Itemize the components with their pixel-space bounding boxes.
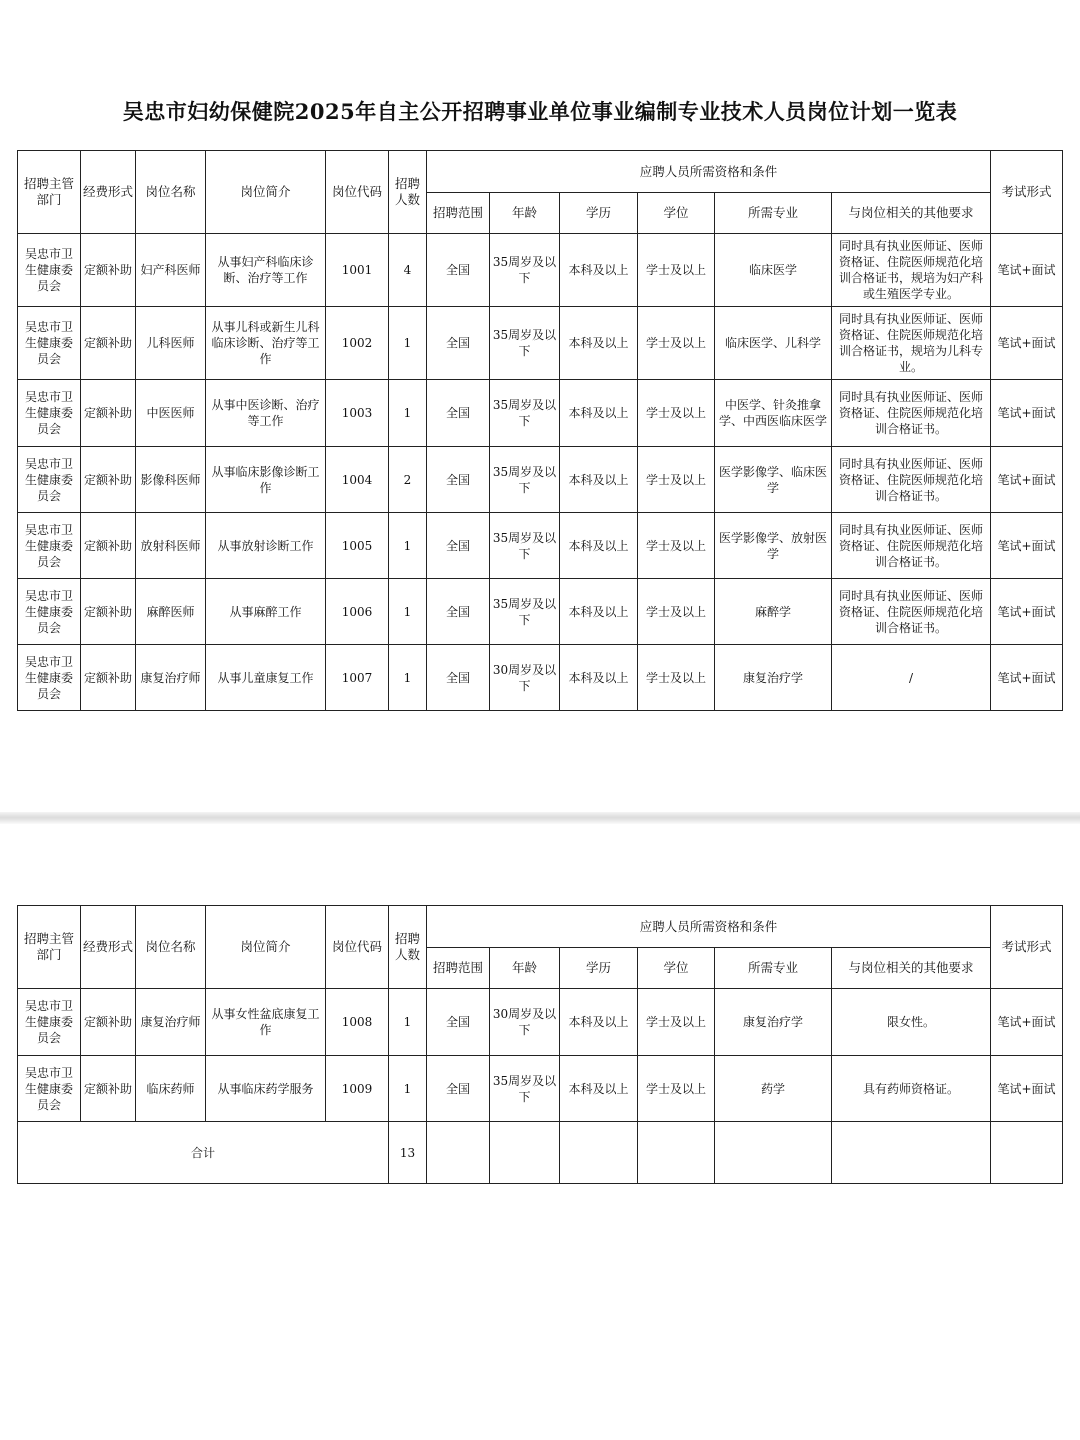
header-code: 岗位代码 (326, 151, 389, 234)
cell-position: 影像科医师 (136, 447, 206, 513)
table-row (18, 645, 1063, 711)
cell-scope: 全国 (427, 989, 490, 1056)
cell-position: 康复治疗师 (136, 989, 206, 1056)
cell-age: 35周岁及以下 (490, 380, 560, 447)
total-label: 合计 (18, 1122, 389, 1184)
cell-other: 具有药师资格证。 (832, 1056, 991, 1122)
cell-dept: 吴忠市卫生健康委员会 (18, 579, 81, 645)
cell-exam: 笔试+面试 (991, 579, 1063, 645)
cell-degree: 学士及以上 (638, 447, 715, 513)
cell-age: 35周岁及以下 (490, 447, 560, 513)
cell-dept: 吴忠市卫生健康委员会 (18, 447, 81, 513)
cell-code: 1009 (326, 1056, 389, 1122)
cell-funding: 定额补助 (81, 380, 136, 447)
header-exam: 考试形式 (991, 151, 1063, 234)
cell-funding: 定额补助 (81, 447, 136, 513)
header-exam: 考试形式 (991, 906, 1063, 989)
cell-position: 妇产科医师 (136, 234, 206, 307)
cell-education: 本科及以上 (560, 645, 638, 711)
header-code: 岗位代码 (326, 906, 389, 989)
cell-scope: 全国 (427, 645, 490, 711)
cell-exam: 笔试+面试 (991, 380, 1063, 447)
header-other: 与岗位相关的其他要求 (832, 193, 991, 234)
empty-cell (560, 1122, 638, 1184)
header-funding: 经费形式 (81, 906, 136, 989)
cell-other: / (832, 645, 991, 711)
cell-intro: 从事中医诊断、治疗等工作 (206, 380, 326, 447)
cell-education: 本科及以上 (560, 1056, 638, 1122)
empty-cell (490, 1122, 560, 1184)
header-degree: 学位 (638, 193, 715, 234)
cell-education: 本科及以上 (560, 380, 638, 447)
cell-funding: 定额补助 (81, 579, 136, 645)
recruitment-table-page-1 (17, 150, 1063, 711)
cell-age: 35周岁及以下 (490, 234, 560, 307)
header-dept: 招聘主管部门 (18, 906, 81, 989)
cell-count: 1 (389, 1056, 427, 1122)
cell-exam: 笔试+面试 (991, 513, 1063, 579)
header-education: 学历 (560, 948, 638, 989)
cell-exam: 笔试+面试 (991, 234, 1063, 307)
table-row (18, 307, 1063, 380)
cell-count: 1 (389, 989, 427, 1056)
cell-other: 同时具有执业医师证、医师资格证、住院医师规范化培训合格证书。 (832, 579, 991, 645)
cell-intro: 从事女性盆底康复工作 (206, 989, 326, 1056)
cell-age: 35周岁及以下 (490, 579, 560, 645)
total-count: 13 (389, 1122, 427, 1184)
cell-scope: 全国 (427, 513, 490, 579)
cell-code: 1005 (326, 513, 389, 579)
cell-position: 康复治疗师 (136, 645, 206, 711)
cell-intro: 从事妇产科临床诊断、治疗等工作 (206, 234, 326, 307)
cell-count: 1 (389, 307, 427, 380)
cell-degree: 学士及以上 (638, 645, 715, 711)
cell-dept: 吴忠市卫生健康委员会 (18, 1056, 81, 1122)
page-break-divider (0, 812, 1080, 824)
header-conditions-group: 应聘人员所需资格和条件 (427, 906, 991, 948)
table-row (18, 989, 1063, 1056)
cell-exam: 笔试+面试 (991, 645, 1063, 711)
table-row (18, 447, 1063, 513)
cell-exam: 笔试+面试 (991, 447, 1063, 513)
cell-degree: 学士及以上 (638, 1056, 715, 1122)
table-row (18, 1056, 1063, 1122)
cell-major: 医学影像学、放射医学 (715, 513, 832, 579)
cell-education: 本科及以上 (560, 989, 638, 1056)
total-row (18, 1122, 1063, 1184)
header-degree: 学位 (638, 948, 715, 989)
cell-major: 麻醉学 (715, 579, 832, 645)
cell-other: 同时具有执业医师证、医师资格证、住院医师规范化培训合格证书，规培为妇产科或生殖医学专业。 (832, 234, 991, 307)
empty-cell (832, 1122, 991, 1184)
cell-exam: 笔试+面试 (991, 989, 1063, 1056)
cell-degree: 学士及以上 (638, 513, 715, 579)
cell-funding: 定额补助 (81, 513, 136, 579)
cell-exam: 笔试+面试 (991, 1056, 1063, 1122)
cell-scope: 全国 (427, 1056, 490, 1122)
cell-major: 康复治疗学 (715, 989, 832, 1056)
cell-degree: 学士及以上 (638, 307, 715, 380)
cell-intro: 从事儿童康复工作 (206, 645, 326, 711)
cell-dept: 吴忠市卫生健康委员会 (18, 307, 81, 380)
cell-position: 麻醉医师 (136, 579, 206, 645)
cell-degree: 学士及以上 (638, 579, 715, 645)
header-position: 岗位名称 (136, 906, 206, 989)
cell-education: 本科及以上 (560, 234, 638, 307)
cell-position: 儿科医师 (136, 307, 206, 380)
cell-major: 中医学、针灸推拿学、中西医临床医学 (715, 380, 832, 447)
cell-position: 临床药师 (136, 1056, 206, 1122)
table-row (18, 380, 1063, 447)
header-age: 年龄 (490, 193, 560, 234)
header-intro: 岗位简介 (206, 151, 326, 234)
cell-intro: 从事麻醉工作 (206, 579, 326, 645)
header-count: 招聘人数 (389, 906, 427, 989)
cell-other: 同时具有执业医师证、医师资格证、住院医师规范化培训合格证书，规培为儿科专业。 (832, 307, 991, 380)
cell-degree: 学士及以上 (638, 380, 715, 447)
cell-dept: 吴忠市卫生健康委员会 (18, 380, 81, 447)
cell-major: 医学影像学、临床医学 (715, 447, 832, 513)
cell-major: 康复治疗学 (715, 645, 832, 711)
cell-funding: 定额补助 (81, 989, 136, 1056)
table-row (18, 579, 1063, 645)
header-major: 所需专业 (715, 948, 832, 989)
table-row (18, 513, 1063, 579)
cell-code: 1002 (326, 307, 389, 380)
page-title: 吴忠市妇幼保健院2025年自主公开招聘事业单位事业编制专业技术人员岗位计划一览表 (122, 99, 958, 124)
cell-intro: 从事放射诊断工作 (206, 513, 326, 579)
cell-count: 1 (389, 513, 427, 579)
cell-age: 35周岁及以下 (490, 307, 560, 380)
header-other: 与岗位相关的其他要求 (832, 948, 991, 989)
cell-funding: 定额补助 (81, 1056, 136, 1122)
header-scope: 招聘范围 (427, 193, 490, 234)
cell-exam: 笔试+面试 (991, 307, 1063, 380)
cell-major: 临床医学 (715, 234, 832, 307)
cell-count: 1 (389, 380, 427, 447)
cell-age: 35周岁及以下 (490, 513, 560, 579)
cell-age: 30周岁及以下 (490, 645, 560, 711)
empty-cell (715, 1122, 832, 1184)
cell-count: 2 (389, 447, 427, 513)
cell-funding: 定额补助 (81, 234, 136, 307)
cell-degree: 学士及以上 (638, 989, 715, 1056)
header-conditions-group: 应聘人员所需资格和条件 (427, 151, 991, 193)
cell-count: 1 (389, 645, 427, 711)
cell-code: 1003 (326, 380, 389, 447)
cell-count: 1 (389, 579, 427, 645)
cell-code: 1008 (326, 989, 389, 1056)
cell-education: 本科及以上 (560, 579, 638, 645)
cell-dept: 吴忠市卫生健康委员会 (18, 645, 81, 711)
cell-age: 35周岁及以下 (490, 1056, 560, 1122)
cell-scope: 全国 (427, 307, 490, 380)
empty-cell (638, 1122, 715, 1184)
cell-other: 同时具有执业医师证、医师资格证、住院医师规范化培训合格证书。 (832, 513, 991, 579)
cell-degree: 学士及以上 (638, 234, 715, 307)
cell-scope: 全国 (427, 234, 490, 307)
header-education: 学历 (560, 193, 638, 234)
cell-dept: 吴忠市卫生健康委员会 (18, 989, 81, 1056)
cell-major: 药学 (715, 1056, 832, 1122)
recruitment-table-page-2 (17, 905, 1063, 1184)
empty-cell (427, 1122, 490, 1184)
cell-count: 4 (389, 234, 427, 307)
cell-code: 1007 (326, 645, 389, 711)
cell-scope: 全国 (427, 380, 490, 447)
header-major: 所需专业 (715, 193, 832, 234)
header-position: 岗位名称 (136, 151, 206, 234)
cell-age: 30周岁及以下 (490, 989, 560, 1056)
cell-education: 本科及以上 (560, 513, 638, 579)
header-dept: 招聘主管部门 (18, 151, 81, 234)
cell-code: 1004 (326, 447, 389, 513)
cell-funding: 定额补助 (81, 307, 136, 380)
cell-funding: 定额补助 (81, 645, 136, 711)
cell-code: 1006 (326, 579, 389, 645)
cell-education: 本科及以上 (560, 307, 638, 380)
cell-intro: 从事临床药学服务 (206, 1056, 326, 1122)
header-intro: 岗位简介 (206, 906, 326, 989)
cell-dept: 吴忠市卫生健康委员会 (18, 513, 81, 579)
header-scope: 招聘范围 (427, 948, 490, 989)
header-age: 年龄 (490, 948, 560, 989)
cell-major: 临床医学、儿科学 (715, 307, 832, 380)
cell-dept: 吴忠市卫生健康委员会 (18, 234, 81, 307)
table-row (18, 234, 1063, 307)
cell-scope: 全国 (427, 579, 490, 645)
cell-other: 同时具有执业医师证、医师资格证、住院医师规范化培训合格证书。 (832, 380, 991, 447)
cell-other: 同时具有执业医师证、医师资格证、住院医师规范化培训合格证书。 (832, 447, 991, 513)
cell-position: 放射科医师 (136, 513, 206, 579)
cell-scope: 全国 (427, 447, 490, 513)
cell-education: 本科及以上 (560, 447, 638, 513)
cell-intro: 从事儿科或新生儿科临床诊断、治疗等工作 (206, 307, 326, 380)
empty-cell (991, 1122, 1063, 1184)
header-funding: 经费形式 (81, 151, 136, 234)
cell-intro: 从事临床影像诊断工作 (206, 447, 326, 513)
cell-other: 限女性。 (832, 989, 991, 1056)
cell-code: 1001 (326, 234, 389, 307)
cell-position: 中医医师 (136, 380, 206, 447)
header-count: 招聘人数 (389, 151, 427, 234)
